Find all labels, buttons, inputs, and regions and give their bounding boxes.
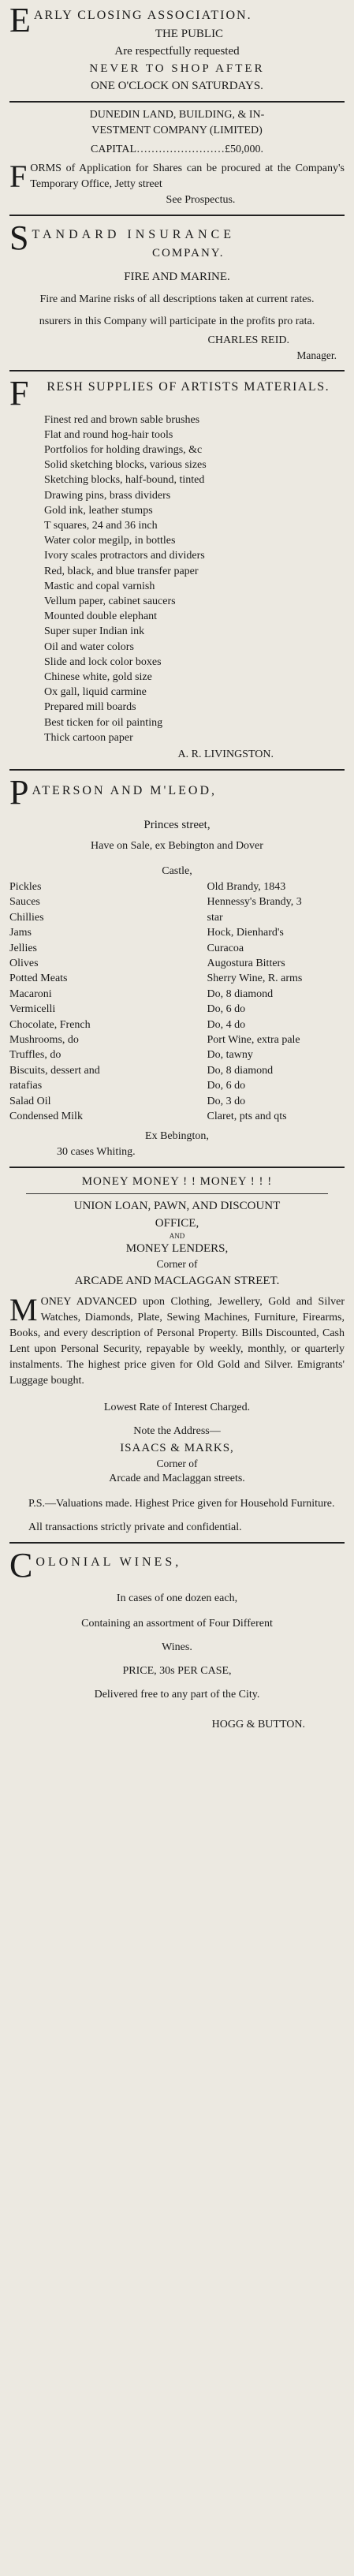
firm-name: HOGG & BUTTON. bbox=[211, 1719, 305, 1731]
list-item: Best ticken for oil painting bbox=[44, 716, 163, 729]
list-item: Flat and round hog-hair tools bbox=[44, 428, 173, 441]
list-item: Drawing pins, brass dividers bbox=[44, 489, 171, 502]
ad-line: Note the Address— bbox=[133, 1424, 221, 1437]
goods-item-left: Chocolate, French bbox=[9, 1018, 91, 1031]
goods-item-left: Pickles bbox=[9, 880, 42, 893]
ad-line: AND bbox=[169, 1232, 185, 1241]
ad-line: Are respectfully requested bbox=[114, 45, 240, 58]
list-item: Oil and water colors bbox=[44, 640, 134, 653]
ad-heading: OLONIAL WINES, bbox=[35, 1555, 182, 1570]
divider bbox=[26, 1193, 328, 1194]
goods-item-left: Vermicelli bbox=[9, 1003, 56, 1016]
goods-item-right: Old Brandy, 1843 bbox=[207, 880, 286, 893]
ad-line: Delivered free to any part of the City. bbox=[94, 1689, 260, 1701]
divider bbox=[9, 215, 345, 216]
artists-materials-ad bbox=[9, 375, 345, 766]
goods-item-left: Chillies bbox=[9, 911, 44, 924]
ad-line: 30 cases Whiting. bbox=[57, 1146, 136, 1159]
ad-line: Corner of bbox=[156, 1258, 198, 1271]
goods-item-left: Potted Meats bbox=[9, 973, 68, 985]
list-item: Mastic and copal varnish bbox=[44, 580, 155, 592]
goods-item-right: Do, 6 do bbox=[207, 1080, 246, 1092]
drop-cap: P bbox=[9, 775, 29, 808]
drop-cap: F bbox=[9, 159, 28, 194]
drop-cap: C bbox=[9, 1548, 33, 1582]
ad-heading: RESH SUPPLIES OF ARTISTS MATERIALS. bbox=[47, 379, 330, 394]
signer-title: Manager. bbox=[296, 349, 337, 361]
ad-line: Containing an assortment of Four Different bbox=[81, 1618, 273, 1630]
list-item: Prepared mill boards bbox=[44, 701, 136, 714]
ad-line: NEVER TO SHOP AFTER bbox=[89, 62, 265, 75]
list-item: Mounted double elephant bbox=[44, 610, 158, 623]
see-prospectus: See Prospectus. bbox=[166, 194, 236, 206]
goods-item-right: Curacoa bbox=[207, 942, 244, 954]
firm-name: ISAACS & MARKS, bbox=[120, 1441, 234, 1454]
goods-table bbox=[9, 879, 345, 1125]
goods-item-right: Do, 3 do bbox=[207, 1095, 246, 1107]
ad-line: THE PUBLIC bbox=[155, 28, 224, 40]
dunedin-land-company-ad bbox=[9, 106, 345, 211]
goods-item-left: ratafias bbox=[9, 1080, 43, 1092]
ad-line: Corner of bbox=[156, 1457, 198, 1469]
goods-item-left: Biscuits, dessert and bbox=[9, 1064, 100, 1077]
ad-body: nsurers in this Company will participate in the profits pro rata. bbox=[39, 315, 315, 327]
ad-line: Lowest Rate of Interest Charged. bbox=[103, 1401, 251, 1413]
ad-line: In cases of one dozen each, bbox=[116, 1592, 238, 1605]
ad-heading: ARLY CLOSING ASSOCIATION. bbox=[33, 9, 252, 22]
standard-insurance-ad bbox=[9, 219, 345, 367]
goods-item-left: Macaroni bbox=[9, 987, 52, 1000]
ad-heading: VESTMENT COMPANY (LIMITED) bbox=[91, 125, 263, 136]
goods-item-right: Sherry Wine, R. arms bbox=[207, 973, 303, 985]
drop-cap: M bbox=[9, 1291, 38, 1327]
capital-line: CAPITAL……………………£50,000. bbox=[91, 144, 263, 155]
ad-line: ONE O'CLOCK ON SATURDAYS. bbox=[91, 80, 263, 92]
ad-heading: MONEY LENDERS, bbox=[125, 1242, 229, 1256]
signer: CHARLES REID. bbox=[207, 334, 289, 346]
ad-line: Princes street, bbox=[143, 818, 211, 831]
ad-body: All transactions strictly private and confidential. bbox=[28, 1521, 242, 1534]
list-item: Thick cartoon paper bbox=[44, 731, 133, 744]
divider bbox=[9, 101, 345, 103]
ad-body: P.S.—Valuations made. Highest Price given for Household Furniture. bbox=[28, 1498, 335, 1510]
list-item: T squares, 24 and 36 inch bbox=[44, 519, 158, 532]
goods-item-left: Salad Oil bbox=[9, 1095, 51, 1107]
divider bbox=[9, 1542, 345, 1544]
goods-item-right: Do, 8 diamond bbox=[207, 1064, 274, 1077]
goods-item-right: Hock, Dienhard's bbox=[207, 927, 284, 939]
list-item: Super super Indian ink bbox=[44, 625, 145, 638]
list-item: Finest red and brown sable brushes bbox=[44, 413, 200, 426]
drop-cap: S bbox=[9, 221, 29, 257]
ad-line: Ex Bebington, bbox=[145, 1130, 209, 1143]
goods-item-right: Do, 8 diamond bbox=[207, 987, 274, 1000]
ad-line: Arcade and Maclaggan streets. bbox=[109, 1473, 245, 1485]
newspaper-column bbox=[9, 0, 345, 1736]
goods-item-left: Olives bbox=[9, 958, 39, 969]
drop-cap: E bbox=[9, 3, 31, 39]
divider bbox=[9, 370, 345, 371]
paterson-mleod-ad bbox=[9, 774, 345, 1164]
ad-banner: MONEY MONEY ! ! MONEY ! ! ! bbox=[81, 1175, 273, 1189]
ad-line: Have on Sale, ex Bebington and Dover bbox=[91, 839, 263, 852]
union-loan-ad bbox=[9, 1171, 345, 1539]
list-item: Chinese white, gold size bbox=[44, 670, 152, 683]
ad-line: PRICE, 30s PER CASE, bbox=[122, 1665, 232, 1678]
ad-heading: ATERSON AND M'LEOD, bbox=[32, 783, 218, 797]
goods-item-left: Jellies bbox=[9, 942, 37, 954]
list-item: Portfolios for holding drawings, &c bbox=[44, 443, 203, 456]
goods-item-right: Claret, pts and qts bbox=[207, 1111, 287, 1123]
goods-item-right: Hennessy's Brandy, 3 bbox=[207, 896, 302, 909]
list-item: Ivory scales protractors and dividers bbox=[44, 550, 205, 562]
goods-item-right: star bbox=[207, 911, 223, 924]
ad-heading: DUNEDIN LAND, BUILDING, & IN- bbox=[89, 109, 265, 121]
list-item: Sketching blocks, half-bound, tinted bbox=[44, 474, 205, 487]
ad-heading: ARCADE AND MACLAGGAN STREET. bbox=[74, 1274, 280, 1287]
ad-body: ORMS of Application for Shares can be procured at the Company's Temporary Office, Jetty street bbox=[30, 162, 345, 190]
goods-item-right: Port Wine, extra pale bbox=[207, 1034, 300, 1047]
goods-item-right: Do, tawny bbox=[207, 1049, 253, 1062]
drop-cap: F bbox=[9, 375, 29, 409]
ad-heading: OFFICE, bbox=[155, 1217, 199, 1230]
list-item: Slide and lock color boxes bbox=[44, 655, 162, 668]
goods-item-left: Truffles, do bbox=[9, 1049, 61, 1062]
list-item: Vellum paper, cabinet saucers bbox=[44, 595, 176, 607]
ad-line: Castle, bbox=[162, 864, 192, 877]
ad-heading: TANDARD INSURANCE bbox=[32, 228, 235, 241]
goods-item-left: Jams bbox=[9, 927, 32, 939]
materials-list bbox=[9, 413, 345, 745]
goods-item-left: Mushrooms, do bbox=[9, 1034, 79, 1047]
list-item: Solid sketching blocks, various sizes bbox=[44, 459, 207, 472]
ad-body: ONEY ADVANCED upon Clothing, Jewellery, Gold and Silver Watches, Diamonds, Plate, Sewing Machines, Furniture, Firearms, Books, and every description of Personal Property. Bills Discounted, Cash Lent upon Personal Security, repayable by weekly, monthly, or quarterly instalments. The highest price given for Old Gold and Silver. Emigrants' Luggage bought. bbox=[9, 1295, 345, 1387]
divider bbox=[9, 1167, 345, 1168]
ad-line: COMPANY. bbox=[152, 247, 225, 259]
goods-item-left: Condensed Milk bbox=[9, 1111, 83, 1123]
ad-line: FIRE AND MARINE. bbox=[124, 271, 230, 283]
list-item: Red, black, and blue transfer paper bbox=[44, 565, 199, 577]
early-closing-ad bbox=[9, 2, 345, 98]
list-item: Gold ink, leather stumps bbox=[44, 504, 153, 517]
goods-item-right: Augostura Bitters bbox=[207, 958, 285, 969]
goods-item-left: Sauces bbox=[9, 896, 40, 909]
goods-item-right: Do, 4 do bbox=[207, 1018, 246, 1031]
colonial-wines-ad bbox=[9, 1547, 345, 1736]
ad-heading: UNION LOAN, PAWN, AND DISCOUNT bbox=[73, 1200, 281, 1213]
ad-line: Wines. bbox=[162, 1641, 192, 1654]
list-item: Ox gall, liquid carmine bbox=[44, 686, 147, 699]
ad-body: Fire and Marine risks of all descriptions taken at current rates. bbox=[39, 293, 315, 305]
goods-item-right: Do, 6 do bbox=[207, 1003, 246, 1016]
divider bbox=[9, 769, 345, 771]
list-item: Water color megilp, in bottles bbox=[44, 535, 176, 547]
signer: A. R. LIVINGSTON. bbox=[177, 748, 274, 760]
